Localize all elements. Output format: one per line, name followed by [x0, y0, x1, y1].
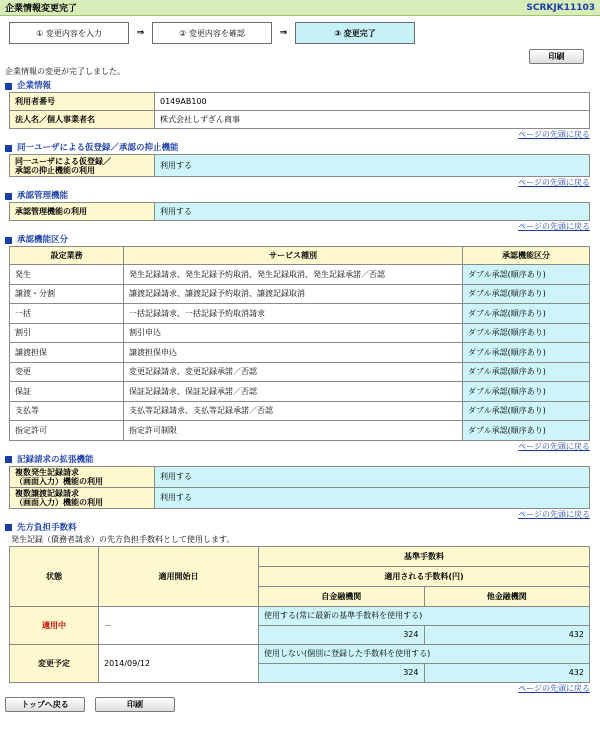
- section-title: 企業情報: [17, 81, 52, 91]
- label-line: （画面入力）機能の利用: [15, 497, 103, 507]
- col-header-task: 設定業務: [10, 247, 124, 265]
- section-square-icon: [5, 237, 12, 244]
- task-cell: 保証: [10, 382, 124, 402]
- approval-mgmt-table: [9, 202, 590, 221]
- col-header-applied: 適用される手数料(円): [259, 566, 590, 586]
- multi-transfer-value: 利用する: [155, 487, 590, 508]
- task-cell: 変更: [10, 362, 124, 382]
- multi-transfer-label: [10, 487, 155, 508]
- use-cell: 使用する(常に最新の基準手数料を使用する): [259, 606, 590, 625]
- service-cell: 指定許可制限: [124, 421, 463, 441]
- section-approval-kbn: [0, 234, 600, 246]
- label-line: 承認の抑止機能の利用: [15, 165, 95, 175]
- col-header-service: サービス種別: [124, 247, 463, 265]
- step-arrow-icon: ⇒: [279, 28, 288, 38]
- same-user-label: [10, 155, 155, 177]
- state-cell: 適用中: [10, 606, 99, 644]
- table-row: [10, 362, 590, 382]
- company-table: [9, 92, 590, 129]
- task-cell: 譲渡担保: [10, 343, 124, 363]
- service-cell: 変更記録請求、変更記録承諾／否認: [124, 362, 463, 382]
- start-cell: 2014/09/12: [99, 644, 259, 682]
- task-cell: 指定許可: [10, 421, 124, 441]
- service-cell: 譲渡担保申込: [124, 343, 463, 363]
- multi-issue-value: 利用する: [155, 466, 590, 487]
- service-cell: 発生記録請求、発生記録予約取消、発生記録取消、発生記録承諾／否認: [124, 265, 463, 285]
- section-square-icon: [5, 83, 12, 90]
- task-cell: 支払等: [10, 401, 124, 421]
- section-title: 先方負担手数料: [17, 522, 77, 533]
- page-top-link[interactable]: ページの先頭に戻る: [518, 683, 590, 693]
- page-top-link[interactable]: ページの先頭に戻る: [518, 441, 590, 451]
- section-title: 記録請求の拡張機能: [17, 454, 94, 465]
- table-row: [10, 343, 590, 363]
- page-top-link[interactable]: ページの先頭に戻る: [518, 222, 590, 231]
- kbn-cell: ダブル承認(順序あり): [463, 421, 590, 441]
- label-line: （画面入力）機能の利用: [15, 476, 103, 486]
- service-cell: 支払等記録請求、支払等記録承諾／否認: [124, 401, 463, 421]
- fee-note: 発生記録（債務者請求）の先方負担手数料として使用します。: [11, 534, 235, 544]
- approval-kbn-table: [9, 246, 590, 441]
- label-line: 同一ユーザによる仮登録／: [15, 156, 111, 166]
- service-cell: 割引申込: [124, 323, 463, 343]
- company-name-label: 法人名／個人事業者名: [10, 111, 155, 129]
- kbn-cell: ダブル承認(順序あり): [463, 343, 590, 363]
- page-top-link[interactable]: ページの先頭に戻る: [518, 509, 590, 519]
- label-line: 複数発生記録請求: [15, 467, 79, 477]
- section-square-icon: [5, 524, 12, 531]
- kbn-cell: ダブル承認(順序あり): [463, 284, 590, 304]
- user-number-value: 0149AB100: [155, 93, 590, 111]
- print-button-top[interactable]: 印刷: [529, 49, 584, 64]
- multi-issue-label: [10, 466, 155, 487]
- table-row: [10, 644, 590, 663]
- task-cell: 割引: [10, 323, 124, 343]
- col-header-kbn: 承認機能区分: [463, 247, 590, 265]
- step-1: ① 変更内容を入力: [9, 22, 129, 44]
- back-to-top-button[interactable]: トップへ戻る: [5, 697, 85, 712]
- section-same-user: [0, 142, 600, 154]
- step-indicator: [0, 22, 600, 44]
- step-2: ② 変更内容を確認: [152, 22, 272, 44]
- step-arrow-icon: ⇒: [136, 28, 145, 38]
- approval-mgmt-label: 承認管理機能の利用: [10, 203, 155, 221]
- other-fee-cell: 432: [424, 663, 590, 682]
- section-square-icon: [5, 456, 12, 463]
- kbn-cell: ダブル承認(順序あり): [463, 265, 590, 285]
- own-fee-cell: 324: [259, 625, 425, 644]
- fee-table: [9, 546, 590, 683]
- extension-table: [9, 466, 590, 509]
- table-row: [10, 382, 590, 402]
- section-company: [0, 80, 600, 92]
- section-square-icon: [5, 145, 12, 152]
- top-actions: [0, 47, 600, 65]
- table-row: [10, 265, 590, 285]
- col-header-base: 基準手数料: [259, 546, 590, 566]
- task-cell: 譲渡・分割: [10, 284, 124, 304]
- table-row: [10, 304, 590, 324]
- approval-mgmt-value: 利用する: [155, 203, 590, 221]
- section-title: 同一ユーザによる仮登録／承認の抑止機能: [17, 143, 179, 153]
- screen-id: SCRKJK11103: [526, 2, 595, 13]
- user-number-label: 利用者番号: [10, 93, 155, 111]
- state-cell: 変更予定: [10, 644, 99, 682]
- kbn-cell: ダブル承認(順序あり): [463, 362, 590, 382]
- col-header-start: 適用開始日: [99, 546, 259, 606]
- section-fee: [0, 522, 600, 534]
- service-cell: 譲渡記録請求、譲渡記録予約取消、譲渡記録取消: [124, 284, 463, 304]
- same-user-table: [9, 154, 590, 177]
- completion-message: 企業情報の変更が完了しました。: [5, 67, 125, 76]
- service-cell: 保証記録請求、保証記録承諾／否認: [124, 382, 463, 402]
- title-bar: [0, 0, 600, 16]
- section-title: 承認機能区分: [17, 235, 69, 245]
- col-header-other: 他金融機関: [424, 586, 590, 606]
- table-row: [10, 401, 590, 421]
- step-3-current: ③ 変更完了: [295, 22, 415, 44]
- kbn-cell: ダブル承認(順序あり): [463, 323, 590, 343]
- other-fee-cell: 432: [424, 625, 590, 644]
- table-row: [10, 421, 590, 441]
- section-title: 承認管理機能: [17, 191, 69, 201]
- page-top-link[interactable]: ページの先頭に戻る: [518, 130, 590, 139]
- kbn-cell: ダブル承認(順序あり): [463, 304, 590, 324]
- col-header-own: 自金融機関: [259, 586, 425, 606]
- start-cell: －: [99, 606, 259, 644]
- col-header-state: 状態: [10, 546, 99, 606]
- company-name-value: 株式会社しずぎん商事: [155, 111, 590, 129]
- section-approval-mgmt: [0, 190, 600, 202]
- table-row: [10, 284, 590, 304]
- table-row: [10, 323, 590, 343]
- kbn-cell: ダブル承認(順序あり): [463, 401, 590, 421]
- print-button-bottom[interactable]: 印刷: [95, 697, 175, 712]
- label-line: 複数譲渡記録請求: [15, 488, 79, 498]
- table-row: [10, 606, 590, 625]
- same-user-value: 利用する: [155, 155, 590, 177]
- service-cell: 一括記録請求、一括記録予約取消請求: [124, 304, 463, 324]
- section-extension: [0, 454, 600, 466]
- kbn-cell: ダブル承認(順序あり): [463, 382, 590, 402]
- page-top-link[interactable]: ページの先頭に戻る: [518, 178, 590, 187]
- bottom-actions: [0, 697, 600, 712]
- page-title: 企業情報変更完了: [5, 4, 78, 14]
- use-cell: 使用しない(個別に登録した手数料を使用する): [259, 644, 590, 663]
- task-cell: 発生: [10, 265, 124, 285]
- own-fee-cell: 324: [259, 663, 425, 682]
- task-cell: 一括: [10, 304, 124, 324]
- section-square-icon: [5, 193, 12, 200]
